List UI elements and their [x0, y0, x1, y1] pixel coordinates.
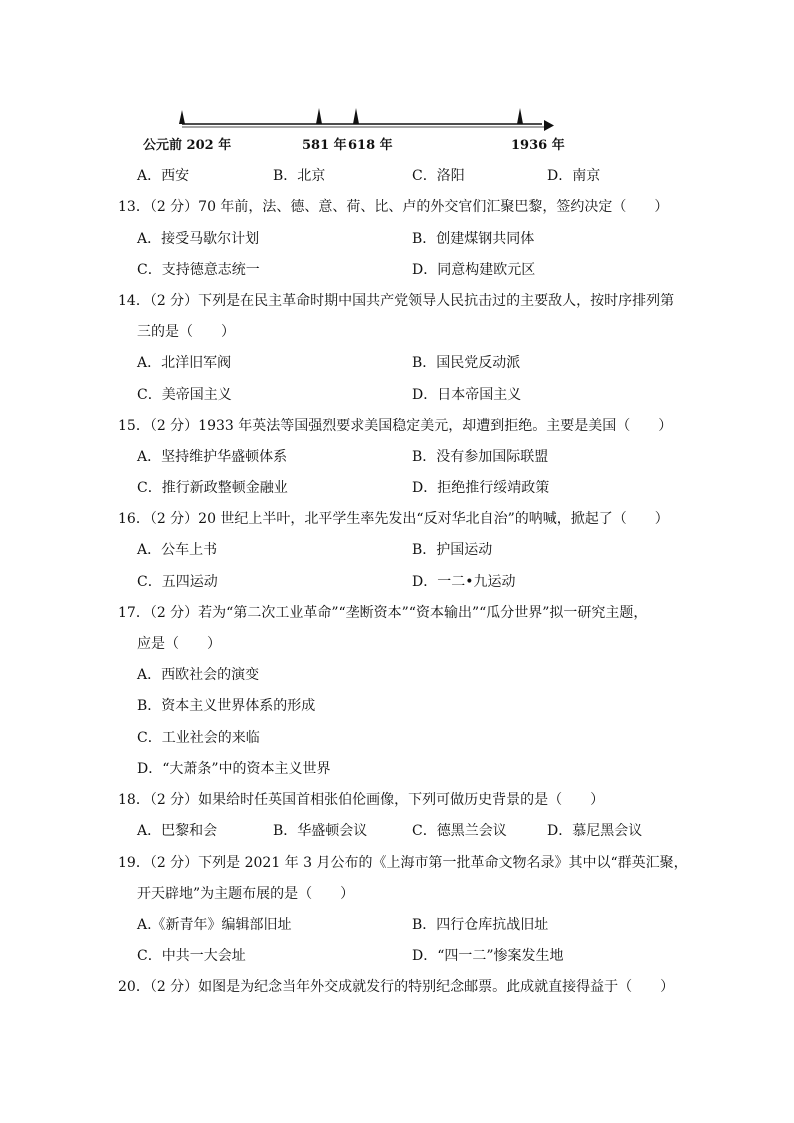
timeline-marker: [179, 110, 185, 124]
timeline-label: 1936 年: [511, 138, 565, 153]
option-a: A．巴黎和会: [137, 823, 218, 839]
option-b: B．资本主义世界体系的形成: [137, 698, 316, 714]
option-c: C．洛阳: [412, 168, 465, 184]
timeline-label: 公元前 202 年: [143, 138, 232, 153]
question-stem: 16．（2 分）20 世纪上半叶，北平学生率先发出“反对华北自治”的呐喊，掀起了（ ）: [118, 511, 669, 527]
option-c: C．五四运动: [137, 574, 218, 590]
question-stem: 14．（2 分）下列是在民主革命时期中国共产党领导人民抗击过的主要敌人，按时序排列第: [118, 293, 675, 309]
option-a: A．北洋旧军阀: [137, 355, 232, 371]
timeline-axis: [170, 100, 560, 134]
question-stem: 18．（2 分）如果给时任英国首相张伯伦画像，下列可做历史背景的是（ ）: [118, 792, 605, 808]
option-c: C．工业社会的来临: [137, 730, 260, 746]
timeline-marker: [353, 108, 359, 124]
option-d: D．拒绝推行绥靖政策: [412, 480, 550, 496]
timeline-label: 618 年: [348, 138, 393, 153]
option-c: C．德黑兰会议: [412, 823, 507, 839]
option-d: D．“四一二”惨案发生地: [412, 948, 564, 964]
option-d: D．“大萧条”中的资本主义世界: [137, 761, 331, 777]
question-stem: 20．（2 分）如图是为纪念当年外交成就发行的特别纪念邮票。此成就直接得益于（ ）: [118, 979, 675, 995]
question-stem: 13．（2 分）70 年前，法、德、意、荷、比、卢的外交官们汇聚巴黎，签约决定（ ）: [118, 199, 669, 215]
question-stem-continued: 三的是（ ）: [137, 324, 235, 340]
option-b: B．四行仓库抗战旧址: [412, 917, 549, 933]
option-c: C．中共一大会址: [137, 948, 246, 964]
option-a: A．坚持维护华盛顿体系: [137, 449, 288, 465]
option-b: B．护国运动: [412, 542, 493, 558]
option-a: A．西欧社会的演变: [137, 667, 260, 683]
question-stem: 17．（2 分）若为“第二次工业革命”“垄断资本”“资本输出”“瓜分世界”拟一研究主题，: [118, 605, 648, 621]
option-b: B．国民党反动派: [412, 355, 521, 371]
option-c: C．美帝国主义: [137, 387, 232, 403]
timeline-marker: [517, 108, 523, 124]
timeline-marker: [316, 108, 322, 124]
option-b: B．创建煤钢共同体: [412, 231, 535, 247]
option-c: C．推行新政整顿金融业: [137, 480, 288, 496]
option-d: D．南京: [547, 168, 601, 184]
option-a: A．公车上书: [137, 542, 218, 558]
option-b: B．没有参加国际联盟: [412, 449, 549, 465]
option-c: C．支持德意志统一: [137, 262, 260, 278]
option-b: B．华盛顿会议: [273, 823, 368, 839]
question-stem-continued: 开天辟地”为主题布展的是（ ）: [137, 886, 355, 902]
option-a: A．西安: [137, 168, 190, 184]
timeline-label: 581 年: [302, 138, 347, 153]
option-d: D．慕尼黑会议: [547, 823, 643, 839]
question-stem: 15．（2 分）1933 年英法等国强烈要求美国稳定美元，却遭到拒绝。主要是美国（ ）: [118, 418, 673, 434]
option-d: D．一二•九运动: [412, 574, 516, 590]
option-a: A.《新青年》编辑部旧址: [137, 917, 292, 933]
option-d: D．同意构建欧元区: [412, 262, 536, 278]
option-b: B．北京: [273, 168, 326, 184]
option-d: D．日本帝国主义: [412, 387, 522, 403]
question-stem: 19．（2 分）下列是 2021 年 3 月公布的《上海市第一批革命文物名录》其中以“群英汇聚，: [118, 855, 688, 871]
question-stem-continued: 应是（ ）: [137, 636, 221, 652]
option-a: A．接受马歇尔计划: [137, 231, 260, 247]
arrow-head-icon: [544, 120, 554, 131]
